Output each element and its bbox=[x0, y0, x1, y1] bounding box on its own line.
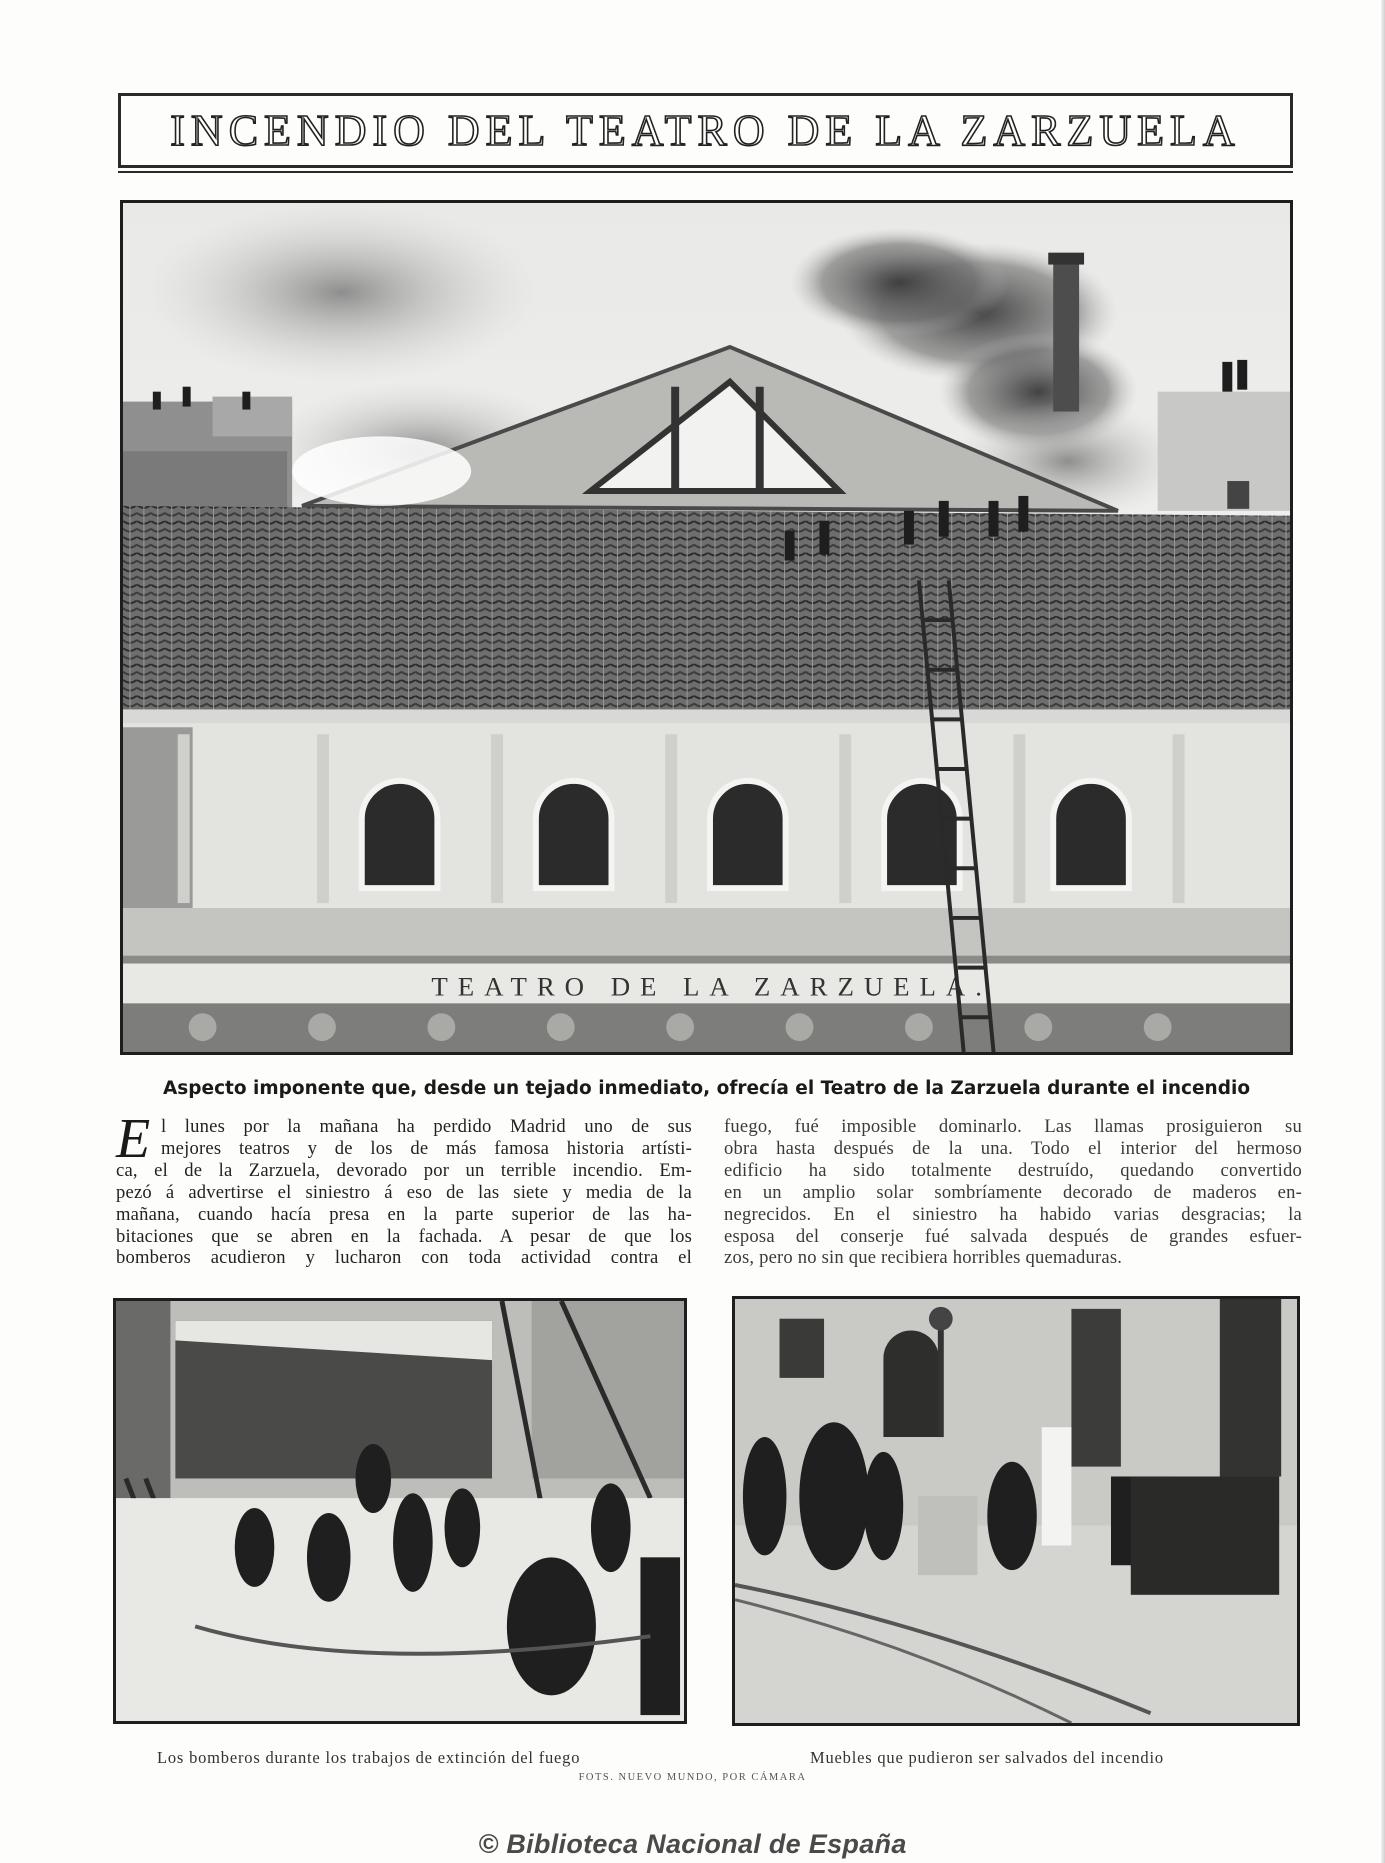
page-title: INCENDIO DEL TEATRO DE LA ZARZUELA bbox=[170, 106, 1241, 155]
title-banner bbox=[118, 93, 1293, 168]
library-watermark: © Biblioteca Nacional de España bbox=[478, 1829, 907, 1859]
photo-credit: FOTS. NUEVO MUNDO, POR CÁMARA bbox=[578, 1772, 807, 1783]
article-line: ca, el de la Zarzuela, devorado por un terrible incendio. Em- bbox=[116, 1159, 692, 1181]
article-line: mejores teatros y de los de más famosa historia artísti- bbox=[161, 1137, 692, 1159]
article-line: bitaciones que se abren en la fachada. A pesar de que los bbox=[116, 1225, 692, 1247]
main-photo-theatre-fire bbox=[120, 200, 1293, 1055]
article-line: obra hasta después de la una. Todo el interior del hermoso bbox=[724, 1137, 1302, 1159]
article-column-right bbox=[724, 1116, 1302, 1269]
firemen-illustration bbox=[116, 1301, 684, 1721]
firemen-photo bbox=[113, 1298, 687, 1724]
theatre-fire-illustration bbox=[123, 203, 1290, 1052]
article-line: l lunes por la mañana ha perdido Madrid uno de sus bbox=[161, 1116, 692, 1137]
article-line: pezó á advertirse el siniestro á eso de las siete y media de la bbox=[116, 1181, 692, 1203]
article-line: en un amplio solar sombríamente decorado de maderos en- bbox=[724, 1181, 1302, 1203]
article-line: mañana, cuando hacía presa en la parte superior de las ha- bbox=[116, 1203, 692, 1225]
article-line: negrecidos. En el siniestro ha habido varias desgracias; la bbox=[724, 1203, 1302, 1225]
article-line: bomberos acudieron y lucharon con toda actividad contra el bbox=[116, 1247, 692, 1269]
theatre-sign-text: TEATRO DE LA ZARZUELA. bbox=[431, 971, 992, 1002]
page-binding-edge bbox=[1381, 0, 1385, 1863]
furniture-photo bbox=[732, 1296, 1300, 1726]
article-line: zos, pero no sin que recibiera horribles quemaduras. bbox=[724, 1247, 1123, 1269]
firemen-caption: Los bomberos durante los trabajos de extinción del fuego bbox=[157, 1748, 581, 1767]
article-line: fuego, fué imposible dominarlo. Las llamas prosiguieron su bbox=[724, 1116, 1302, 1137]
article-line: edificio ha sido totalmente destruído, quedando convertido bbox=[724, 1159, 1302, 1181]
main-photo-caption: Aspecto imponente que, desde un tejado inmediato, ofrecía el Teatro de la Zarzuela durante el incendio bbox=[162, 1078, 1251, 1099]
furniture-caption: Muebles que pudieron ser salvados del incendio bbox=[810, 1748, 1164, 1767]
article-column-left bbox=[116, 1108, 692, 1269]
drop-cap-letter: E bbox=[116, 1108, 151, 1170]
furniture-illustration bbox=[735, 1299, 1297, 1723]
article-line: esposa del conserje fué salvada después de grandes esfuer- bbox=[724, 1225, 1302, 1247]
